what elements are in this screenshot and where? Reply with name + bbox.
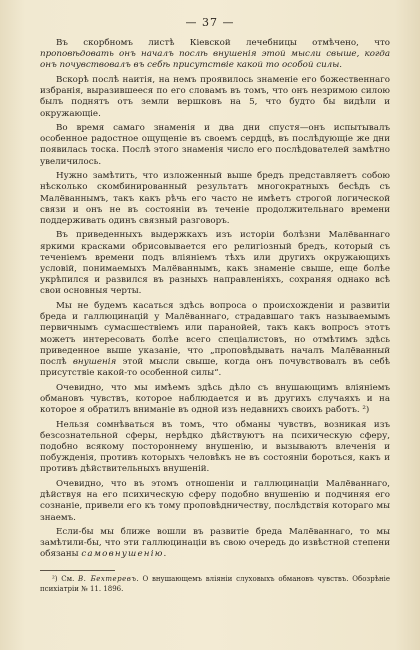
- paragraph-6: [40, 301, 390, 379]
- paragraph-10: [40, 527, 390, 561]
- paragraph-3: [40, 123, 390, 168]
- italic-run: проповѣдовать онъ началъ послѣ внушенія этой мысли свыше, когда онъ почувствовалъ въ себѣ присутствіе какой то особой силы: [40, 49, 390, 71]
- text-run: Во время самаго знаменія и два дни спустя—онъ испытывалъ особенное радостное ощущеніе въ своемъ сердцѣ, въ послѣдующіе же дни появилась тоска. Послѣ этого знаменія число его послѣдователей замѣтно увеличилось.: [40, 123, 390, 167]
- paragraph-2: [40, 75, 390, 120]
- paragraph-1: [40, 38, 390, 72]
- paragraph-5: [40, 230, 390, 297]
- text-run: Если-бы мы ближе вошли въ развитіе бреда Малёваннаго, то мы замѣтили-бы, что эти галлюцинаціи въ свою очередь до извѣстной степени обязаны: [40, 527, 390, 560]
- paragraph-8: [40, 420, 390, 476]
- footnote-text-run: . О внушающемъ вліяніи слуховыхъ обмановъ чувствъ. Обозрѣніе психіатріи № 11. 1896.: [40, 575, 390, 593]
- text-run: Въ скорбномъ листѣ Кіевской лечебницы отмѣчено, что: [56, 38, 390, 48]
- text-run: Въ приведенныхъ выдержкахъ изъ исторіи болѣзни Малёваннаго яркими красками обрисовывается его религіозный бредъ, который съ теченіемъ времени подъ вліяніемъ тѣхъ или другихъ окружающихъ условій, понимаемыхъ Малёваннымъ, какъ знаменіе свыше, еще болѣе укрѣпился и развился въ разныхъ направленіяхъ, сохраняя однако всѣ свои основныя черты.: [40, 230, 390, 297]
- text-run: Очевидно, что въ этомъ отношеніи и галлюцинаціи Малёваннаго, дѣйствуя на его психическую сферу подобно внушенію и подчиняя его сознаніе, привели его къ тому проповѣдничеству, послѣдствія котораго мы знаемъ.: [40, 478, 390, 523]
- paragraph-4: [40, 171, 390, 227]
- body-text: [40, 38, 390, 564]
- footnote-divider: [40, 570, 115, 571]
- text-run: .: [163, 549, 167, 560]
- text-run: Нельзя сомнѣваться въ томъ, что обманы чувствъ, возникая изъ безсознательной сферы, нерѣдко дѣйствуютъ на психическую сферу, подобно всякому постороннему внушенію, и вызываютъ влеченія и побужденія, противъ которыхъ человѣкъ не въ состояніи бороться, какъ и противъ дѣйствительныхъ внушеній.: [40, 419, 390, 475]
- italic-run: внушенія: [72, 356, 117, 367]
- spaced-emphasis-run: самовнушенію: [81, 549, 164, 560]
- page-number: — 37 —: [185, 16, 235, 29]
- text-run: Очевидно, что мы имѣемъ здѣсь дѣло съ внушающимъ вліяніемъ обмановъ чувствъ, которое наблюдается и въ другихъ случаяхъ и на которое я обратилъ вниманіе въ одной изъ недавнихъ своихъ работъ. ²): [40, 382, 390, 416]
- text-run: Нужно замѣтить, что изложенный выше бредъ представляетъ собою нѣсколько скомбинированный результатъ многократныхъ бесѣдъ съ Малёваннымъ, такъ какъ рѣчь его часто не имѣетъ строгой логической связи и онъ не въ состояніи въ теченіе продолжительнаго времени поддерживать одинъ связный разговоръ.: [40, 171, 390, 226]
- paragraph-9: [40, 479, 390, 524]
- footnote: [40, 575, 390, 594]
- footnote-author: В. Бехтеревъ: [78, 575, 137, 583]
- text-run: этой мысли свыше, когда онъ почувствовалъ въ себѣ присутствіе какой-то особенной силы“.: [40, 356, 391, 379]
- footnote-text-run: ²) См.: [52, 575, 79, 583]
- text-run: .: [339, 60, 343, 71]
- paragraph-7: [40, 383, 390, 417]
- text-run: Вскорѣ послѣ наитія, на немъ проявилось знаменіе его божественнаго избранія, выразившееся по его словамъ въ томъ, что онъ незримою силою былъ поднятъ отъ земли вершковъ на 5, что будто бы видѣли и окружающіе.: [40, 74, 390, 119]
- text-run: Мы не будемъ касаться здѣсь вопроса о происхожденіи и развитіи бреда и галлюцинацій у Малёваннаго, страдавшаго такъ называемымъ первичнымъ сумасшествіемъ или паранойей, такъ какъ вопросъ этотъ можетъ интересовать болѣе всего спеціалистовъ, но отмѣтимъ здѣсь приведенное выше указаніе, что „проповѣдывать началъ Малёванный послѣ: [40, 300, 390, 367]
